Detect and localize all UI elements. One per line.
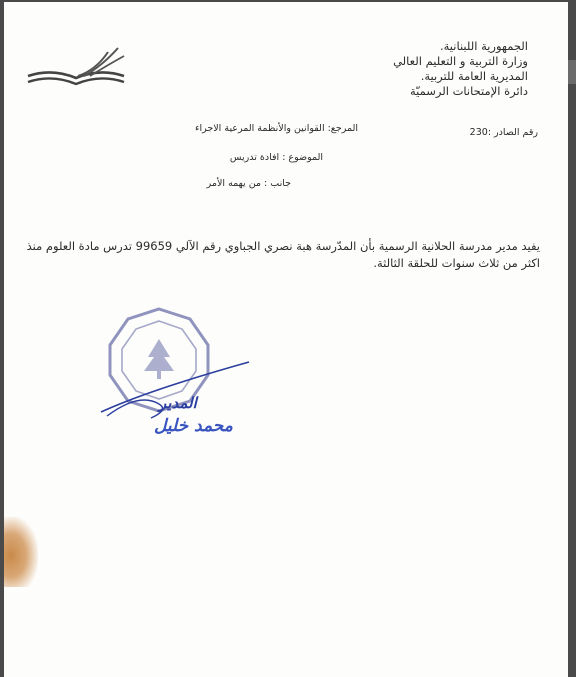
open-book-logo (26, 42, 126, 90)
attention-line: جانب : من يهمه الأمر (206, 178, 291, 189)
letterhead-line: وزارة التربية و التعليم العالي (393, 54, 528, 68)
signature-name: محمد خليل (154, 416, 233, 436)
signature-title: المدير (159, 394, 197, 412)
director-signature (99, 352, 259, 456)
document-page (4, 2, 568, 677)
body-paragraph: يفيد مدير مدرسة الحلانية الرسمية بأن المدّرسة هبة نصري الجباوي رقم الآلي 99659 تدرس مادة العلوم منذ اكثر من ثلاث سنوات للحلقة الثالثة. (26, 239, 540, 270)
letterhead-line: دائرة الإمتحانات الرسميّة (409, 84, 528, 98)
reference-line: المرجع: القوانين والأنظمة المرعية الاجراء (195, 123, 358, 134)
page-smudge (4, 517, 38, 587)
letterhead-line: المديرية العامة للتربية. (420, 69, 528, 83)
letterhead (393, 39, 528, 99)
edge-mark (568, 60, 576, 84)
subject-line: الموضوع : افادة تدريس (229, 152, 323, 163)
outgoing-number: رقم الصادر :230 (469, 127, 538, 138)
letterhead-line: الجمهورية اللبنانية. (439, 39, 528, 53)
